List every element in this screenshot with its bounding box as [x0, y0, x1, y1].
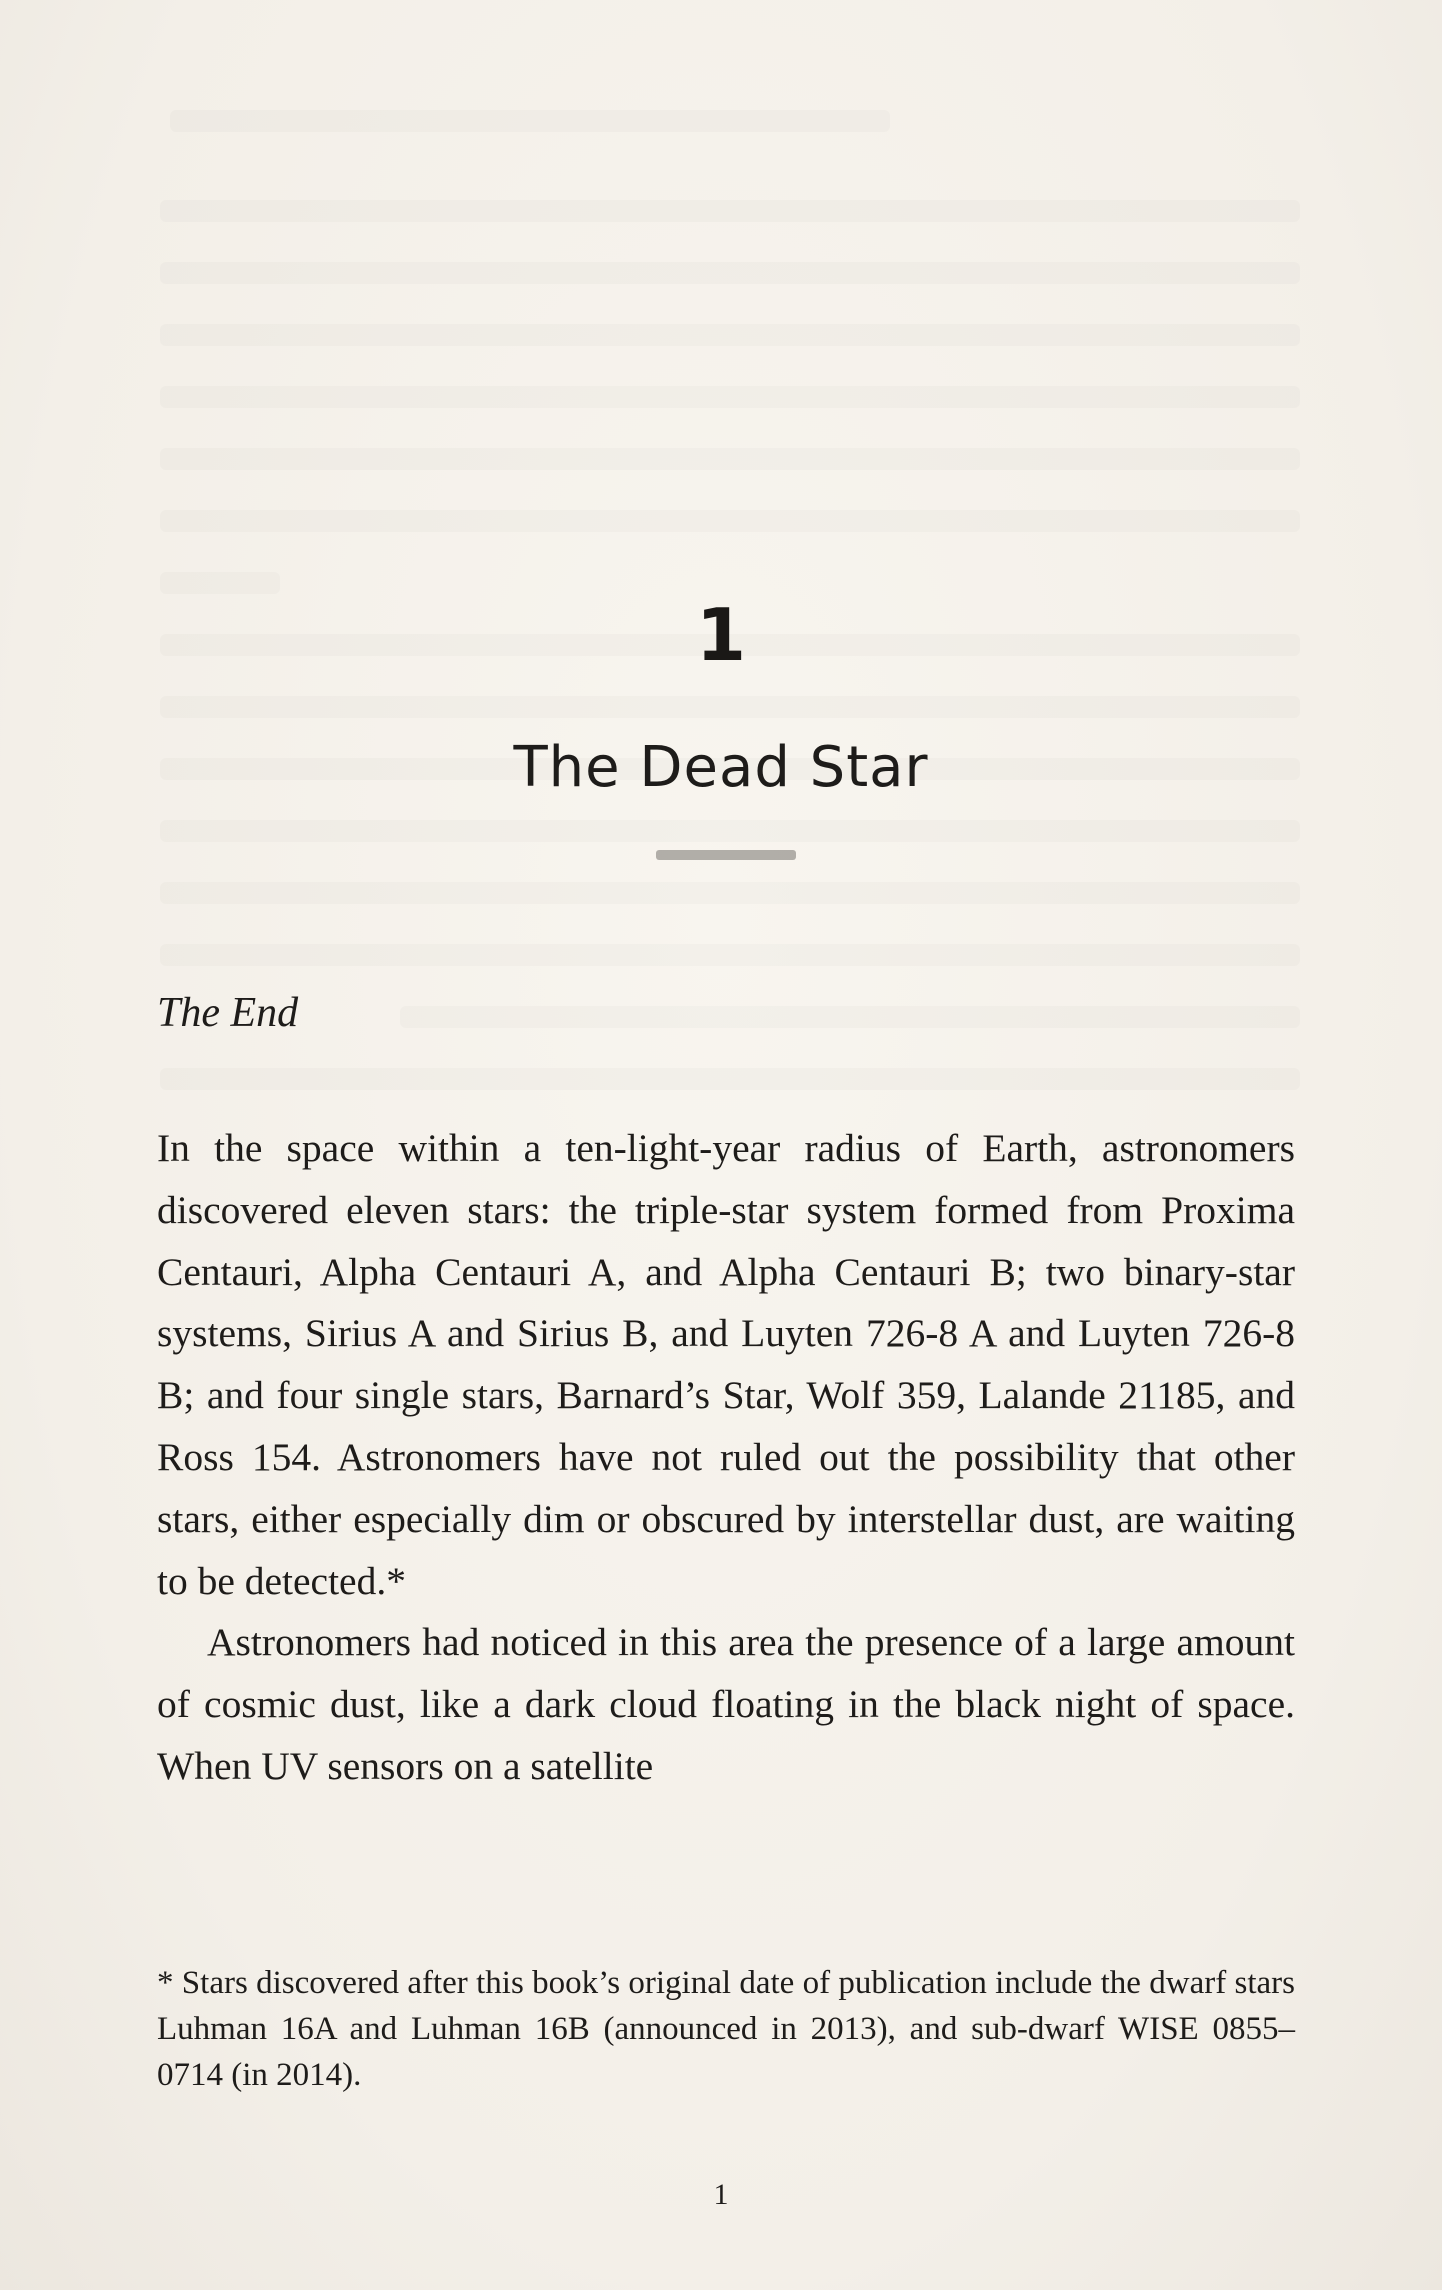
bleed-through-line [160, 448, 1300, 470]
bleed-through-line [160, 820, 1300, 842]
bleed-through-line [400, 1006, 1300, 1028]
bleed-through-line [160, 696, 1300, 718]
bleed-through-line [160, 386, 1300, 408]
bleed-through-line [160, 882, 1300, 904]
chapter-title: The Dead Star [513, 735, 929, 800]
body-text [157, 1118, 1295, 1798]
page-number: 1 [713, 2178, 729, 2211]
chapter-ornament [656, 850, 796, 860]
chapter-number: 1 [695, 593, 747, 677]
bleed-through-line [170, 110, 890, 132]
bleed-through-line [160, 1068, 1300, 1090]
paragraph: Astronomers had noticed in this area the presence of a large amount of cosmic dust, like a dark cloud floating in the black night of space. When UV sensors on a satellite [157, 1620, 1295, 1788]
paragraph: In the space within a ten-light-year radius of Earth, astronomers discovered eleven stars: the triple-star system formed from Proxima Centauri, Alpha Centauri A, and Alpha Centauri B; two binary-star systems, Sirius A and Sirius B, and Luyten 726-8 A and Luyten 726-8 B; and four single stars, Barnard’s Star, Wolf 359, Lalande 21185, and Ross 154. Astronomers have not ruled out the possibility that other stars, either especially dim or obscured by interstellar dust, are waiting to be detected.* [157, 1126, 1295, 1603]
footnote: * Stars discovered after this book’s original date of publication include the dwarf stars Luhman 16A and Luhman 16B (announced in 2013), and sub-dwarf WISE 0855–0714 (in 2014). [157, 1965, 1295, 2093]
bleed-through-line [160, 944, 1300, 966]
bleed-through-line [160, 324, 1300, 346]
bleed-through-line [160, 200, 1300, 222]
bleed-through-line [160, 510, 1300, 532]
bleed-through-line [160, 262, 1300, 284]
section-heading: The End [157, 990, 299, 1036]
